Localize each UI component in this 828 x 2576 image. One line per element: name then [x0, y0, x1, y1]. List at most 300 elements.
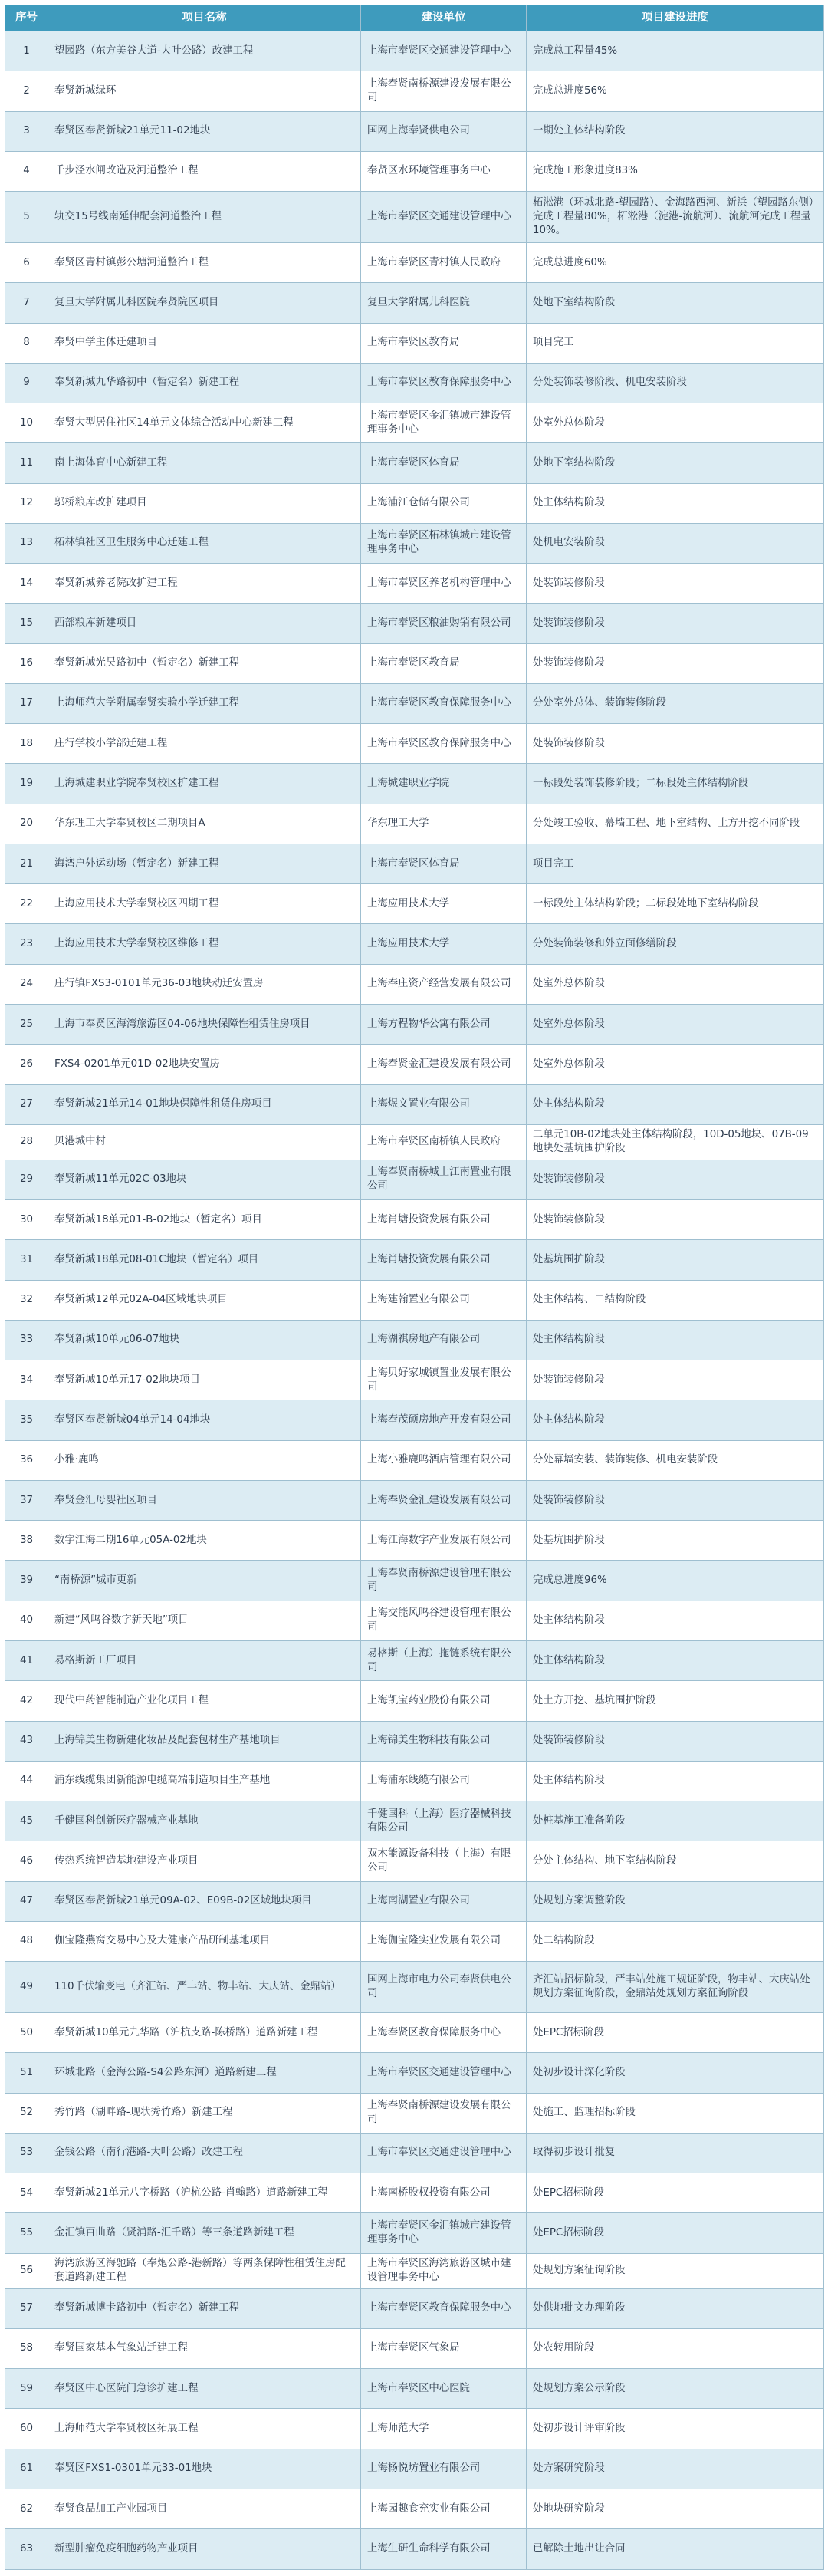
- cell-serial-number: 57: [5, 2288, 48, 2328]
- cell-project-name: 金汇镇百曲路（贤浦路-汇千路）等三条道路新建工程: [48, 2213, 361, 2253]
- cell-construction-unit: 上海市奉贤区粮油购销有限公司: [361, 604, 527, 643]
- cell-project-name: 海湾旅游区海驰路（奉炮公路-港新路）等两条保障性租赁住房配套道路新建工程: [48, 2253, 361, 2288]
- cell-construction-unit: 上海伽宝隆实业发展有限公司: [361, 1921, 527, 1961]
- cell-construction-unit: 上海市奉贤区教育保障服务中心: [361, 2288, 527, 2328]
- cell-construction-unit: 国网上海市电力公司奉贤供电公司: [361, 1962, 527, 2013]
- cell-construction-progress: 处农转用阶段: [527, 2328, 824, 2368]
- cell-construction-unit: 上海城建职业学院: [361, 764, 527, 804]
- cell-serial-number: 20: [5, 804, 48, 844]
- table-row: [5, 1200, 824, 1240]
- cell-serial-number: 8: [5, 323, 48, 363]
- table-row: [5, 2288, 824, 2328]
- cell-construction-progress: 处供地批文办理阶段: [527, 2288, 824, 2328]
- table-row: [5, 1160, 824, 1199]
- table-row: [5, 283, 824, 323]
- cell-serial-number: 12: [5, 483, 48, 523]
- cell-serial-number: 41: [5, 1641, 48, 1681]
- cell-project-name: 奉贤新城养老院改扩建工程: [48, 564, 361, 604]
- cell-serial-number: 36: [5, 1440, 48, 1480]
- cell-serial-number: 63: [5, 2529, 48, 2570]
- cell-construction-unit: 上海市奉贤区南桥镇人民政府: [361, 1124, 527, 1160]
- cell-construction-unit: 上海市奉贤区体育局: [361, 443, 527, 483]
- cell-project-name: 奉贤区奉贤新城04单元14-04地块: [48, 1400, 361, 1440]
- cell-construction-progress: 分处装饰装修和外立面修缮阶段: [527, 924, 824, 964]
- cell-construction-unit: 上海方程物华公寓有限公司: [361, 1005, 527, 1045]
- cell-project-name: 海湾户外运动场（暂定名）新建工程: [48, 844, 361, 883]
- cell-construction-progress: 处装饰装修阶段: [527, 1200, 824, 1240]
- cell-project-name: 奉贤区青村镇彭公塘河道整治工程: [48, 242, 361, 282]
- cell-project-name: 上海师范大学附属奉贤实验小学迁建工程: [48, 683, 361, 723]
- cell-project-name: 奉贤新城18单元08-01C地块（暂定名）项目: [48, 1240, 361, 1280]
- table-row: [5, 483, 824, 523]
- cell-construction-progress: 柘淞港（环城北路-望园路）、金海路西河、新浜（望园路东侧）完成工程量80%，柘淞港（淀港-流航河）、流航河完成工程量10%。: [527, 192, 824, 243]
- cell-project-name: 奉贤新城10单元17-02地块项目: [48, 1360, 361, 1400]
- cell-serial-number: 45: [5, 1801, 48, 1841]
- table-header-row: [5, 5, 824, 31]
- cell-serial-number: 38: [5, 1521, 48, 1561]
- cell-project-name: 奉贤食品加工产业园项目: [48, 2489, 361, 2528]
- cell-project-name: 上海应用技术大学奉贤校区四期工程: [48, 884, 361, 924]
- cell-construction-progress: 处桩基施工准备阶段: [527, 1801, 824, 1841]
- table-row: [5, 1681, 824, 1721]
- table-row: [5, 71, 824, 111]
- cell-serial-number: 52: [5, 2093, 48, 2133]
- cell-construction-progress: 处主体结构阶段: [527, 1084, 824, 1124]
- cell-project-name: 奉贤新城11单元02C-03地块: [48, 1160, 361, 1199]
- table-row: [5, 1921, 824, 1961]
- cell-serial-number: 34: [5, 1360, 48, 1400]
- cell-serial-number: 14: [5, 564, 48, 604]
- cell-construction-progress: 一期处主体结构阶段: [527, 111, 824, 151]
- cell-construction-progress: 处二结构阶段: [527, 1921, 824, 1961]
- cell-project-name: 奉贤新城绿环: [48, 71, 361, 111]
- cell-project-name: 奉贤区奉贤新城21单元09A-02、E09B-02区域地块项目: [48, 1881, 361, 1921]
- cell-construction-progress: 处装饰装修阶段: [527, 1480, 824, 1520]
- cell-construction-unit: 易格斯（上海）拖链系统有限公司: [361, 1641, 527, 1681]
- cell-serial-number: 62: [5, 2489, 48, 2528]
- cell-project-name: 奉贤新城10单元九华路（沪杭支路-陈桥路）道路新建工程: [48, 2013, 361, 2053]
- cell-construction-unit: 上海师范大学: [361, 2409, 527, 2449]
- cell-serial-number: 55: [5, 2213, 48, 2253]
- cell-serial-number: 22: [5, 884, 48, 924]
- table-row: [5, 1561, 824, 1601]
- cell-project-name: 千健国科创新医疗器械产业基地: [48, 1801, 361, 1841]
- cell-project-name: 浦东线缆集团新能源电缆高端制造项目生产基地: [48, 1761, 361, 1801]
- cell-project-name: 奉贤中学主体迁建项目: [48, 323, 361, 363]
- cell-project-name: 现代中药智能制造产业化项目工程: [48, 1681, 361, 1721]
- table-row: [5, 2253, 824, 2288]
- cell-construction-unit: 上海市奉贤区教育保障服务中心: [361, 683, 527, 723]
- cell-construction-unit: 上海园趣食充实业有限公司: [361, 2489, 527, 2528]
- table-row: [5, 1521, 824, 1561]
- header-construction-unit: 建设单位: [361, 5, 527, 31]
- cell-project-name: 奉贤新城18单元01-B-02地块（暂定名）项目: [48, 1200, 361, 1240]
- cell-project-name: “南桥源”城市更新: [48, 1561, 361, 1601]
- cell-serial-number: 47: [5, 1881, 48, 1921]
- table-row: [5, 403, 824, 443]
- cell-construction-unit: 上海建翰置业有限公司: [361, 1280, 527, 1320]
- cell-project-name: 上海城建职业学院奉贤校区扩建工程: [48, 764, 361, 804]
- table-container: [5, 5, 823, 2570]
- cell-construction-unit: 复旦大学附属儿科医院: [361, 283, 527, 323]
- cell-construction-progress: 一标段处主体结构阶段；二标段处地下室结构阶段: [527, 884, 824, 924]
- cell-serial-number: 25: [5, 1005, 48, 1045]
- cell-project-name: FXS4-0201单元01D-02地块安置房: [48, 1045, 361, 1084]
- cell-serial-number: 50: [5, 2013, 48, 2053]
- cell-construction-unit: 双木能源设备科技（上海）有限公司: [361, 1841, 527, 1881]
- table-row: [5, 1440, 824, 1480]
- cell-serial-number: 18: [5, 724, 48, 764]
- cell-serial-number: 42: [5, 1681, 48, 1721]
- cell-project-name: 奉贤新城九华路初中（暂定名）新建工程: [48, 363, 361, 403]
- table-row: [5, 1641, 824, 1681]
- table-row: [5, 1280, 824, 1320]
- cell-serial-number: 56: [5, 2253, 48, 2288]
- cell-construction-progress: 已解除土地出让合同: [527, 2529, 824, 2570]
- cell-construction-unit: 上海市奉贤区交通建设管理中心: [361, 31, 527, 71]
- cell-construction-unit: 上海市奉贤区教育局: [361, 643, 527, 683]
- cell-construction-progress: 完成总进度96%: [527, 1561, 824, 1601]
- cell-construction-progress: 处装饰装修阶段: [527, 1360, 824, 1400]
- table-row: [5, 564, 824, 604]
- table-row: [5, 111, 824, 151]
- cell-construction-progress: 处主体结构、二结构阶段: [527, 1280, 824, 1320]
- cell-project-name: 奉贤新城12单元02A-04区域地块项目: [48, 1280, 361, 1320]
- table-row: [5, 323, 824, 363]
- cell-project-name: 奉贤新城10单元06-07地块: [48, 1320, 361, 1360]
- cell-serial-number: 39: [5, 1561, 48, 1601]
- cell-serial-number: 24: [5, 964, 48, 1004]
- table-row: [5, 2369, 824, 2409]
- cell-serial-number: 6: [5, 242, 48, 282]
- table-row: [5, 2093, 824, 2133]
- cell-project-name: 环城北路（金海公路-S4公路东河）道路新建工程: [48, 2053, 361, 2093]
- cell-construction-progress: 处主体结构阶段: [527, 1400, 824, 1440]
- cell-construction-progress: 完成总进度60%: [527, 242, 824, 282]
- cell-construction-unit: 上海肖塘投资发展有限公司: [361, 1200, 527, 1240]
- cell-construction-unit: 上海市奉贤区金汇镇城市建设管理事务中心: [361, 403, 527, 443]
- cell-construction-unit: 千健国科（上海）医疗器械科技有限公司: [361, 1801, 527, 1841]
- cell-construction-progress: 处EPC招标阶段: [527, 2213, 824, 2253]
- cell-construction-unit: 上海奉贤金汇建设发展有限公司: [361, 1045, 527, 1084]
- cell-serial-number: 44: [5, 1761, 48, 1801]
- cell-construction-progress: 处初步设计深化阶段: [527, 2053, 824, 2093]
- cell-serial-number: 37: [5, 1480, 48, 1520]
- cell-project-name: 奉贤区奉贤新城21单元11-02地块: [48, 111, 361, 151]
- table-row: [5, 2053, 824, 2093]
- cell-construction-progress: 处主体结构阶段: [527, 1320, 824, 1360]
- cell-construction-unit: 上海市奉贤区体育局: [361, 844, 527, 883]
- cell-project-name: 易格斯新工厂项目: [48, 1641, 361, 1681]
- cell-project-name: 奉贤新城光吴路初中（暂定名）新建工程: [48, 643, 361, 683]
- cell-project-name: 新型肿瘤免疫细胞药物产业项目: [48, 2529, 361, 2570]
- cell-construction-progress: 处施工、监理招标阶段: [527, 2093, 824, 2133]
- cell-construction-unit: 上海市奉贤区交通建设管理中心: [361, 192, 527, 243]
- table-row: [5, 363, 824, 403]
- cell-construction-progress: 处机电安装阶段: [527, 523, 824, 563]
- cell-serial-number: 30: [5, 1200, 48, 1240]
- cell-construction-progress: 取得初步设计批复: [527, 2133, 824, 2173]
- cell-project-name: 奉贤大型居住社区14单元文体综合活动中心新建工程: [48, 403, 361, 443]
- cell-construction-unit: 上海市奉贤区柘林镇城市建设管理事务中心: [361, 523, 527, 563]
- cell-serial-number: 29: [5, 1160, 48, 1199]
- cell-construction-unit: 上海杨悦坊置业有限公司: [361, 2449, 527, 2489]
- header-construction-progress: 项目建设进度: [527, 5, 824, 31]
- cell-serial-number: 60: [5, 2409, 48, 2449]
- cell-construction-progress: 处装饰装修阶段: [527, 643, 824, 683]
- cell-serial-number: 3: [5, 111, 48, 151]
- cell-construction-progress: 处初步设计评审阶段: [527, 2409, 824, 2449]
- header-project-name: 项目名称: [48, 5, 361, 31]
- cell-serial-number: 11: [5, 443, 48, 483]
- cell-project-name: 轨交15号线南延伸配套河道整治工程: [48, 192, 361, 243]
- cell-project-name: 望园路（东方美谷大道-大叶公路）改建工程: [48, 31, 361, 71]
- cell-construction-unit: 上海煜文置业有限公司: [361, 1084, 527, 1124]
- cell-serial-number: 1: [5, 31, 48, 71]
- cell-construction-unit: 上海市奉贤区金汇镇城市建设管理事务中心: [361, 2213, 527, 2253]
- table-row: [5, 2529, 824, 2570]
- cell-construction-unit: 上海凯宝药业股份有限公司: [361, 1681, 527, 1721]
- cell-construction-unit: 上海市奉贤区交通建设管理中心: [361, 2133, 527, 2173]
- cell-serial-number: 58: [5, 2328, 48, 2368]
- cell-project-name: 华东理工大学奉贤校区二期项目A: [48, 804, 361, 844]
- cell-construction-progress: 处地下室结构阶段: [527, 283, 824, 323]
- table-row: [5, 2328, 824, 2368]
- cell-project-name: 数字江海二期16单元05A-02地块: [48, 1521, 361, 1561]
- cell-construction-progress: 处地块研究阶段: [527, 2489, 824, 2528]
- table-row: [5, 643, 824, 683]
- cell-construction-progress: 项目完工: [527, 323, 824, 363]
- cell-construction-unit: 上海江海数字产业发展有限公司: [361, 1521, 527, 1561]
- cell-construction-unit: 上海市奉贤区中心医院: [361, 2369, 527, 2409]
- cell-construction-progress: 处室外总体阶段: [527, 1005, 824, 1045]
- cell-serial-number: 49: [5, 1962, 48, 2013]
- table-row: [5, 1360, 824, 1400]
- cell-construction-progress: 处主体结构阶段: [527, 483, 824, 523]
- cell-construction-unit: 上海市奉贤区交通建设管理中心: [361, 2053, 527, 2093]
- table-row: [5, 1801, 824, 1841]
- cell-project-name: 贝港城中村: [48, 1124, 361, 1160]
- cell-construction-unit: 上海奉贤南桥源建设管理有限公司: [361, 1561, 527, 1601]
- cell-construction-unit: 上海奉贤区教育保障服务中心: [361, 2013, 527, 2053]
- table-row: [5, 1480, 824, 1520]
- cell-construction-progress: 处室外总体阶段: [527, 1045, 824, 1084]
- cell-serial-number: 26: [5, 1045, 48, 1084]
- table-row: [5, 1124, 824, 1160]
- cell-serial-number: 15: [5, 604, 48, 643]
- table-row: [5, 523, 824, 563]
- cell-project-name: 奉贤新城21单元八字桥路（沪杭公路-肖翰路）道路新建工程: [48, 2173, 361, 2213]
- cell-project-name: 奉贤国家基本气象站迁建工程: [48, 2328, 361, 2368]
- cell-construction-unit: 上海浦东线缆有限公司: [361, 1761, 527, 1801]
- cell-project-name: 小雅·鹿鸣: [48, 1440, 361, 1480]
- table-row: [5, 1084, 824, 1124]
- cell-serial-number: 5: [5, 192, 48, 243]
- cell-serial-number: 43: [5, 1721, 48, 1761]
- table-row: [5, 1400, 824, 1440]
- project-progress-table: [5, 5, 824, 2570]
- table-body: [5, 31, 824, 2570]
- cell-serial-number: 13: [5, 523, 48, 563]
- cell-serial-number: 7: [5, 283, 48, 323]
- cell-construction-progress: 处装饰装修阶段: [527, 564, 824, 604]
- table-row: [5, 724, 824, 764]
- table-row: [5, 192, 824, 243]
- cell-serial-number: 59: [5, 2369, 48, 2409]
- cell-construction-unit: 上海市奉贤区教育局: [361, 323, 527, 363]
- cell-serial-number: 53: [5, 2133, 48, 2173]
- cell-construction-unit: 上海市奉贤区教育保障服务中心: [361, 363, 527, 403]
- cell-construction-unit: 上海南湖置业有限公司: [361, 1881, 527, 1921]
- cell-construction-progress: 分处装饰装修阶段、机电安装阶段: [527, 363, 824, 403]
- cell-serial-number: 33: [5, 1320, 48, 1360]
- cell-project-name: 复旦大学附属儿科医院奉贤院区项目: [48, 283, 361, 323]
- cell-construction-progress: 完成施工形象进度83%: [527, 151, 824, 191]
- table-row: [5, 2449, 824, 2489]
- cell-project-name: 新建“风鸣谷数字新天地”项目: [48, 1601, 361, 1640]
- cell-construction-unit: 上海应用技术大学: [361, 924, 527, 964]
- cell-serial-number: 9: [5, 363, 48, 403]
- cell-construction-progress: 齐汇站招标阶段，严丰站处施工规证阶段，物丰站、大庆站处规划方案征询阶段，金鼎站处规划方案征询阶段: [527, 1962, 824, 2013]
- cell-construction-progress: 二单元10B-02地块处主体结构阶段，10D-05地块、07B-09地块处基坑围护阶段: [527, 1124, 824, 1160]
- table-row: [5, 31, 824, 71]
- cell-construction-progress: 分处室外总体、装饰装修阶段: [527, 683, 824, 723]
- cell-serial-number: 23: [5, 924, 48, 964]
- cell-project-name: 柘林镇社区卫生服务中心迁建工程: [48, 523, 361, 563]
- table-row: [5, 242, 824, 282]
- cell-serial-number: 35: [5, 1400, 48, 1440]
- table-row: [5, 844, 824, 883]
- cell-project-name: 千步泾水闸改造及河道整治工程: [48, 151, 361, 191]
- cell-construction-progress: 处主体结构阶段: [527, 1761, 824, 1801]
- cell-project-name: 上海应用技术大学奉贤校区维修工程: [48, 924, 361, 964]
- cell-serial-number: 17: [5, 683, 48, 723]
- table-row: [5, 2213, 824, 2253]
- table-row: [5, 2409, 824, 2449]
- cell-construction-progress: 处装饰装修阶段: [527, 1721, 824, 1761]
- cell-project-name: 秀竹路（湖畔路-现状秀竹路）新建工程: [48, 2093, 361, 2133]
- cell-construction-unit: 上海市奉贤区青村镇人民政府: [361, 242, 527, 282]
- cell-construction-progress: 处主体结构阶段: [527, 1601, 824, 1640]
- cell-serial-number: 10: [5, 403, 48, 443]
- table-row: [5, 804, 824, 844]
- cell-construction-progress: 处规划方案公示阶段: [527, 2369, 824, 2409]
- table-row: [5, 964, 824, 1004]
- header-serial-number: 序号: [5, 5, 48, 31]
- cell-serial-number: 61: [5, 2449, 48, 2489]
- cell-project-name: 伽宝隆燕窝交易中心及大健康产品研制基地项目: [48, 1921, 361, 1961]
- cell-construction-progress: 处地下室结构阶段: [527, 443, 824, 483]
- cell-construction-unit: 上海市奉贤区气象局: [361, 2328, 527, 2368]
- cell-project-name: 110千伏输变电（齐汇站、严丰站、物丰站、大庆站、金鼎站）: [48, 1962, 361, 2013]
- cell-construction-progress: 处土方开挖、基坑围护阶段: [527, 1681, 824, 1721]
- cell-construction-progress: 处基坑围护阶段: [527, 1521, 824, 1561]
- cell-project-name: 邬桥粮库改扩建项目: [48, 483, 361, 523]
- cell-construction-unit: 上海奉贤南桥源建设发展有限公司: [361, 2093, 527, 2133]
- cell-construction-unit: 上海贝好家城镇置业发展有限公司: [361, 1360, 527, 1400]
- table-row: [5, 1962, 824, 2013]
- table-row: [5, 1240, 824, 1280]
- cell-serial-number: 48: [5, 1921, 48, 1961]
- table-row: [5, 1320, 824, 1360]
- cell-construction-progress: 项目完工: [527, 844, 824, 883]
- cell-serial-number: 27: [5, 1084, 48, 1124]
- cell-project-name: 南上海体育中心新建工程: [48, 443, 361, 483]
- cell-construction-unit: 上海市奉贤区教育保障服务中心: [361, 724, 527, 764]
- cell-construction-progress: 分处主体结构、地下室结构阶段: [527, 1841, 824, 1881]
- cell-construction-progress: 完成总进度56%: [527, 71, 824, 111]
- cell-construction-unit: 上海奉茂硕房地产开发有限公司: [361, 1400, 527, 1440]
- table-row: [5, 443, 824, 483]
- cell-construction-unit: 上海奉贤南桥源建设发展有限公司: [361, 71, 527, 111]
- cell-serial-number: 32: [5, 1280, 48, 1320]
- table-row: [5, 1761, 824, 1801]
- cell-serial-number: 51: [5, 2053, 48, 2093]
- cell-serial-number: 46: [5, 1841, 48, 1881]
- table-row: [5, 2133, 824, 2173]
- cell-construction-progress: 分处竣工验收、幕墙工程、地下室结构、土方开挖不同阶段: [527, 804, 824, 844]
- cell-construction-progress: 完成总工程量45%: [527, 31, 824, 71]
- cell-construction-unit: 上海生研生命科学有限公司: [361, 2529, 527, 2570]
- cell-project-name: 庄行学校小学部迁建工程: [48, 724, 361, 764]
- cell-serial-number: 40: [5, 1601, 48, 1640]
- cell-construction-unit: 上海交能风鸣谷建设管理有限公司: [361, 1601, 527, 1640]
- cell-construction-unit: 国网上海奉贤供电公司: [361, 111, 527, 151]
- cell-construction-unit: 华东理工大学: [361, 804, 527, 844]
- cell-project-name: 奉贤金汇母婴社区项目: [48, 1480, 361, 1520]
- cell-construction-progress: 处装饰装修阶段: [527, 604, 824, 643]
- cell-project-name: 庄行镇FXS3-0101单元36-03地块动迁安置房: [48, 964, 361, 1004]
- table-row: [5, 924, 824, 964]
- table-row: [5, 2013, 824, 2053]
- cell-construction-unit: 上海市奉贤区海湾旅游区城市建设管理事务中心: [361, 2253, 527, 2288]
- cell-project-name: 上海锦美生物新建化妆品及配套包材生产基地项目: [48, 1721, 361, 1761]
- cell-construction-unit: 上海市奉贤区养老机构管理中心: [361, 564, 527, 604]
- cell-construction-progress: 处方案研究阶段: [527, 2449, 824, 2489]
- cell-construction-progress: 处规划方案征询阶段: [527, 2253, 824, 2288]
- table-row: [5, 1601, 824, 1640]
- cell-serial-number: 21: [5, 844, 48, 883]
- table-row: [5, 764, 824, 804]
- cell-construction-progress: 处室外总体阶段: [527, 964, 824, 1004]
- table-row: [5, 604, 824, 643]
- cell-construction-unit: 上海南桥股权投资有限公司: [361, 2173, 527, 2213]
- cell-project-name: 上海市奉贤区海湾旅游区04-06地块保障性租赁住房项目: [48, 1005, 361, 1045]
- cell-construction-progress: 处装饰装修阶段: [527, 1160, 824, 1199]
- cell-serial-number: 31: [5, 1240, 48, 1280]
- cell-construction-progress: 处装饰装修阶段: [527, 724, 824, 764]
- cell-construction-unit: 上海浦江仓储有限公司: [361, 483, 527, 523]
- cell-construction-unit: 上海湖祺房地产有限公司: [361, 1320, 527, 1360]
- table-row: [5, 1881, 824, 1921]
- cell-serial-number: 4: [5, 151, 48, 191]
- cell-project-name: 传热系统智造基地建设产业项目: [48, 1841, 361, 1881]
- cell-construction-unit: 上海奉庄资产经营发展有限公司: [361, 964, 527, 1004]
- cell-construction-unit: 上海锦美生物科技有限公司: [361, 1721, 527, 1761]
- cell-serial-number: 16: [5, 643, 48, 683]
- cell-construction-progress: 处规划方案调整阶段: [527, 1881, 824, 1921]
- cell-construction-progress: 一标段处装饰装修阶段；二标段处主体结构阶段: [527, 764, 824, 804]
- cell-serial-number: 54: [5, 2173, 48, 2213]
- cell-serial-number: 2: [5, 71, 48, 111]
- cell-construction-progress: 处室外总体阶段: [527, 403, 824, 443]
- cell-project-name: 奉贤区FXS1-0301单元33-01地块: [48, 2449, 361, 2489]
- table-row: [5, 2173, 824, 2213]
- cell-construction-unit: 上海肖塘投资发展有限公司: [361, 1240, 527, 1280]
- cell-construction-unit: 上海奉贤南桥城上江南置业有限公司: [361, 1160, 527, 1199]
- cell-construction-progress: 处基坑围护阶段: [527, 1240, 824, 1280]
- cell-project-name: 奉贤新城21单元14-01地块保障性租赁住房项目: [48, 1084, 361, 1124]
